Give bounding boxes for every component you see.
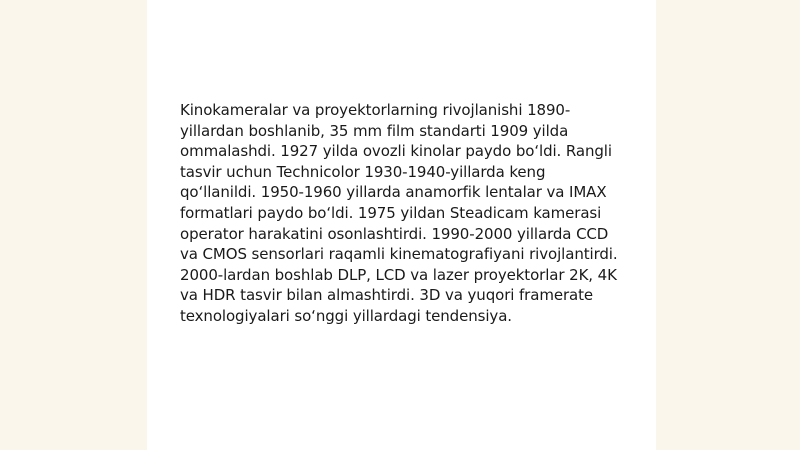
body-paragraph: Kinokameralar va proyektorlarning rivojlanishi 1890-yillardan boshlanib, 35 mm film standarti 1909 yilda ommalashdi. 1927 yilda ovozli kinolar paydo bo‘ldi. Rangli tasvir uchun Technicolor 1930-1940-yillarda keng qo‘llanildi. 1950-1960 yillarda anamorfik lentalar va IMAX formatlari paydo bo‘ldi. 1975 yildan Steadicam kamerasi operator harakatini osonlashtirdi. 1990-2000 yillarda CCD va CMOS sensorlari raqamli kinematografiyani rivojlantirdi. 2000-lardan boshlab DLP, LCD va lazer proyektorlar 2K, 4K va HDR tasvir bilan almashtirdi. 3D va yuqori framerate texnologiyalari so‘nggi yillardagi tendensiya.	[180, 101, 618, 325]
document-page	[147, 0, 656, 450]
